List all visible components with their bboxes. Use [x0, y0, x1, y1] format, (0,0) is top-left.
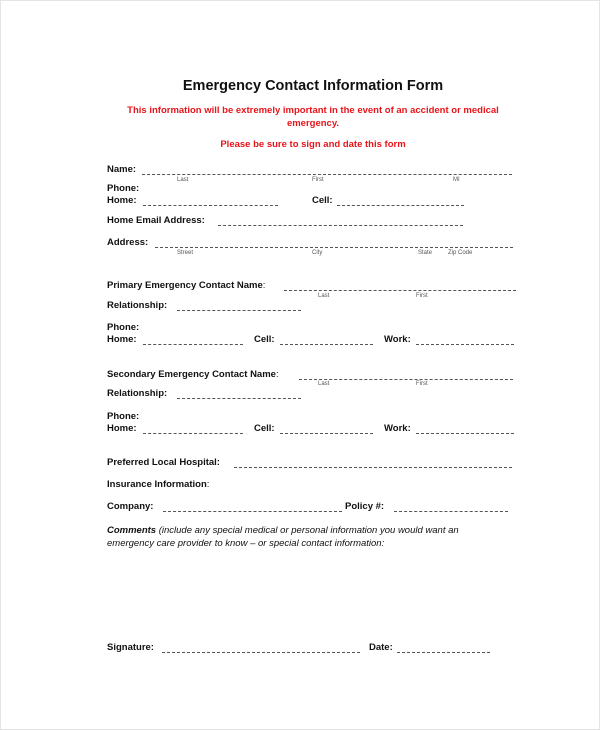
- sublabel-first: First: [312, 177, 324, 183]
- sublabel-mi: MI: [453, 177, 460, 183]
- primary-home-label: Home:: [107, 334, 137, 345]
- sublabel-first: First: [416, 293, 428, 299]
- hospital-label: Preferred Local Hospital:: [107, 457, 220, 468]
- policy-label: Policy #:: [345, 501, 385, 512]
- sublabel-last: Last: [177, 177, 189, 183]
- secondary-relationship-label: Relationship:: [107, 388, 168, 399]
- email-field[interactable]: [218, 225, 463, 226]
- secondary-home-label: Home:: [107, 423, 137, 434]
- name-field[interactable]: [142, 174, 512, 175]
- sublabel-street: Street: [177, 250, 194, 256]
- home-phone-field[interactable]: [143, 205, 278, 206]
- date-field[interactable]: [397, 652, 490, 653]
- company-label: Company:: [107, 501, 154, 512]
- comments-line-1: Comments (include any special medical or personal information you would want an: [107, 525, 459, 536]
- sublabel-zip: Zip Code: [448, 250, 473, 256]
- primary-phone-label: Phone:: [107, 322, 140, 333]
- primary-cell-field[interactable]: [280, 344, 373, 345]
- address-field[interactable]: [155, 247, 513, 248]
- secondary-relationship-field[interactable]: [177, 398, 301, 399]
- cell-phone-field[interactable]: [337, 205, 464, 206]
- secondary-phone-label: Phone:: [107, 411, 140, 422]
- secondary-home-field[interactable]: [143, 433, 243, 434]
- primary-contact-field[interactable]: [284, 290, 516, 291]
- sublabel-state: State: [418, 250, 433, 256]
- date-label: Date:: [369, 642, 393, 653]
- secondary-work-label: Work:: [384, 423, 411, 434]
- comments-area[interactable]: [107, 552, 513, 632]
- cell-label: Cell:: [312, 195, 333, 206]
- email-label: Home Email Address:: [107, 215, 205, 226]
- primary-work-field[interactable]: [416, 344, 514, 345]
- primary-relationship-label: Relationship:: [107, 300, 168, 311]
- primary-work-label: Work:: [384, 334, 411, 345]
- form-title: Emergency Contact Information Form: [182, 78, 444, 94]
- secondary-contact-field[interactable]: [299, 379, 513, 380]
- hospital-field[interactable]: [234, 467, 512, 468]
- insurance-label: Insurance Information:: [107, 479, 210, 490]
- secondary-work-field[interactable]: [416, 433, 514, 434]
- name-label: Name:: [107, 164, 137, 175]
- phone-label: Phone:: [107, 183, 140, 194]
- comments-line-2: emergency care provider to know – or special contact information:: [107, 538, 385, 549]
- primary-home-field[interactable]: [143, 344, 243, 345]
- secondary-cell-label: Cell:: [254, 423, 275, 434]
- sublabel-first: First: [416, 381, 428, 387]
- address-label: Address:: [107, 237, 149, 248]
- sublabel-last: Last: [318, 293, 330, 299]
- primary-contact-label: Primary Emergency Contact Name:: [107, 280, 266, 291]
- signature-field[interactable]: [162, 652, 360, 653]
- signature-label: Signature:: [107, 642, 154, 653]
- company-field[interactable]: [163, 511, 342, 512]
- sign-notice: Please be sure to sign and date this form: [220, 139, 406, 150]
- policy-field[interactable]: [394, 511, 508, 512]
- primary-cell-label: Cell:: [254, 334, 275, 345]
- secondary-contact-label: Secondary Emergency Contact Name:: [107, 369, 279, 380]
- primary-relationship-field[interactable]: [177, 310, 301, 311]
- notice-text: This information will be extremely important in the event of an accident or medical emergency.: [127, 105, 499, 129]
- secondary-cell-field[interactable]: [280, 433, 373, 434]
- sublabel-last: Last: [318, 381, 330, 387]
- sublabel-city: City: [312, 250, 323, 256]
- home-label: Home:: [107, 195, 137, 206]
